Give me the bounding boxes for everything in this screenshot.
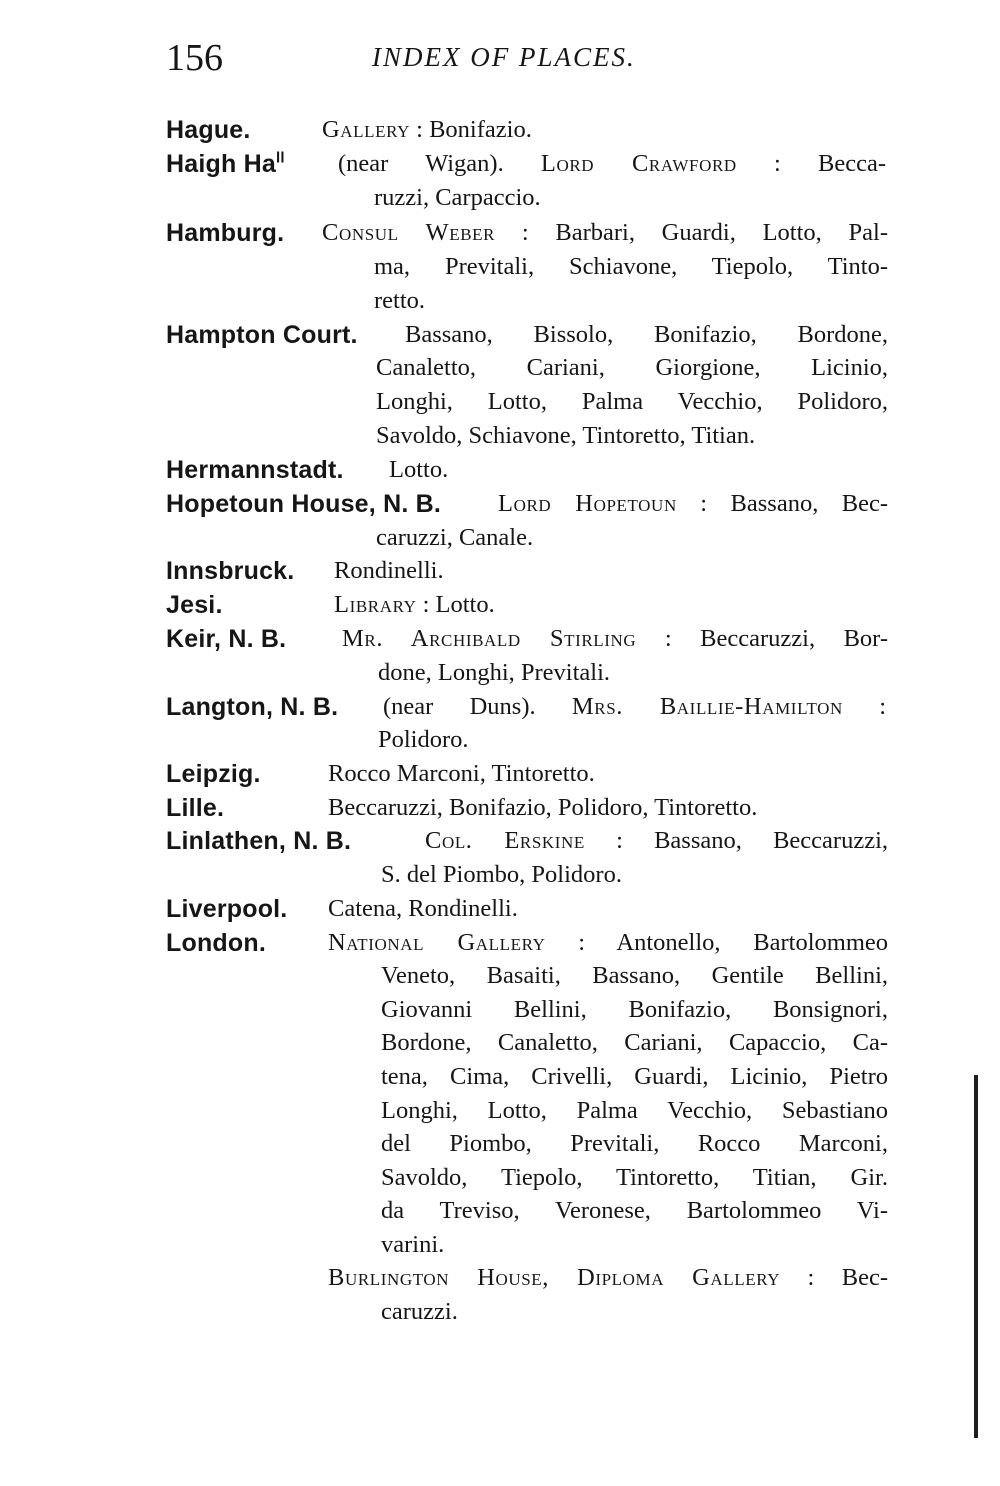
owner: Col. Erskine [425, 827, 585, 854]
place-name: Lille. [166, 794, 225, 822]
place-name: Leipzig. [166, 760, 261, 788]
index-entry-lille [166, 790, 224, 826]
entry-continuation: del Piombo, Previtali, Rocco Marconi, [381, 1130, 888, 1157]
place-name: Liverpool. [166, 895, 288, 923]
owner: Mr. Archibald Stirling [342, 625, 637, 652]
entry-text: Mr. Archibald Stirling : Beccaruzzi, Bor- [342, 625, 888, 652]
place-name: Langton, N. B. [166, 693, 339, 721]
entry-continuation: da Treviso, Veronese, Bartolommeo Vi- [381, 1197, 888, 1224]
running-head: INDEX OF PLACES. [372, 42, 636, 72]
place-name: Hamburg. [166, 219, 285, 247]
works: Bec- [841, 1264, 888, 1291]
index-entry-keir [166, 621, 286, 657]
entry-continuation: Canaletto, Cariani, Giorgione, Licinio, [376, 354, 888, 381]
entry-continuation: S. del Piombo, Polidoro. [381, 861, 622, 888]
owner: Lord Hopetoun [498, 490, 677, 517]
entry-text: Bassano, Bissolo, Bonifazio, Bordone, [405, 321, 888, 348]
place-name: Hampton Court. [166, 321, 358, 349]
index-entry-hague [166, 112, 251, 148]
owner: Mrs. Baillie-Hamilton [571, 693, 843, 720]
owner: Library [334, 591, 417, 618]
entry-text: Beccaruzzi, Bonifazio, Polidoro, Tintoretto. [328, 794, 758, 821]
index-entry-london [166, 925, 266, 961]
entry-text: Consul Weber : Barbari, Guardi, Lotto, Pal- [322, 219, 888, 246]
works: Bassano, Beccaruzzi, [654, 827, 889, 854]
page-number: 156 [166, 37, 223, 79]
entry-continuation: Polidoro. [378, 726, 469, 753]
entry-continuation: caruzzi, Canale. [376, 524, 534, 551]
index-entry-innsbruck [166, 553, 294, 589]
place-name: Hague. [166, 116, 251, 144]
place-name: Haigh $Ha^{ll}$ [166, 149, 285, 178]
entry-continuation: ruzzi, Carpaccio. [374, 184, 541, 211]
works: Becca- [818, 150, 887, 177]
place-name: Hermannstadt. [166, 456, 344, 484]
entry-text: National Gallery : Antonello, Bartolommeo [328, 929, 888, 956]
works: Bassano, Bec- [730, 490, 889, 517]
index-entry-langton [166, 689, 338, 725]
sub-entry-burlington-house: Burlington House, Diploma Gallery : Bec- [328, 1264, 888, 1291]
index-entry-liverpool [166, 891, 287, 927]
works: Bonifazio. [429, 116, 532, 143]
index-entry-leipzig [166, 756, 261, 792]
entry-continuation: tena, Cima, Crivelli, Guardi, Licinio, Pietro [381, 1063, 888, 1090]
entry-continuation: Savoldo, Schiavone, Tintoretto, Titian. [376, 422, 756, 449]
place-name: Jesi. [166, 591, 223, 619]
place-note: (near Duns). [383, 693, 536, 720]
entry-continuation: ma, Previtali, Schiavone, Tiepolo, Tinto- [374, 253, 888, 280]
index-entry-hampton-court [166, 317, 358, 353]
works: Beccaruzzi, Bor- [700, 625, 888, 652]
entry-text: Gallery : Bonifazio. [322, 116, 532, 143]
entry-text: Library : Lotto. [334, 591, 495, 618]
owner: Burlington House, Diploma Gallery [328, 1264, 781, 1291]
place-name: Keir, N. B. [166, 625, 287, 653]
entry-text: Lotto. [389, 456, 449, 483]
owner: Gallery [322, 116, 411, 143]
entry-continuation: retto. [374, 287, 426, 314]
entry-text: Rondinelli. [334, 557, 444, 584]
index-entry-jesi [166, 587, 223, 623]
place-name: Hopetoun House, N. B. [166, 490, 442, 518]
entry-text: Col. Erskine : Bassano, Beccaruzzi, [425, 827, 889, 854]
entry-continuation: Longhi, Lotto, Palma Vecchio, Sebastiano [381, 1097, 888, 1124]
owner: Lord Crawford [540, 150, 737, 177]
entry-continuation: Veneto, Basaiti, Bassano, Gentile Bellini, [381, 962, 888, 989]
entry-continuation: done, Longhi, Previtali. [378, 659, 611, 686]
index-entry-hopetoun-house [166, 486, 441, 522]
entry-text: Rocco Marconi, Tintoretto. [328, 760, 595, 787]
owner: National Gallery [328, 929, 546, 956]
entry-text: Catena, Rondinelli. [328, 895, 518, 922]
entry-text: (near Wigan). Lord Crawford : Becca- [338, 150, 887, 177]
entry-continuation: Longhi, Lotto, Palma Vecchio, Polidoro, [376, 388, 888, 415]
place-note: (near Wigan). [338, 150, 504, 177]
index-entry-linlathen [166, 823, 351, 859]
works: Barbari, Guardi, Lotto, Pal- [555, 219, 888, 246]
entry-continuation: caruzzi. [381, 1298, 458, 1325]
index-entry-haigh-hall [166, 146, 285, 182]
works: Lotto. [435, 591, 495, 618]
place-name: Innsbruck. [166, 557, 295, 585]
entry-text: (near Duns). Mrs. Baillie-Hamilton : [383, 693, 887, 720]
entry-text: Lord Hopetoun : Bassano, Bec- [498, 490, 889, 517]
owner: Consul Weber [322, 219, 496, 246]
entry-continuation: Bordone, Canaletto, Cariani, Capaccio, Ca- [381, 1029, 888, 1056]
entry-continuation: varini. [381, 1231, 445, 1258]
entry-continuation: Savoldo, Tiepolo, Tintoretto, Titian, Gir. [381, 1164, 888, 1191]
place-name: London. [166, 929, 266, 957]
index-entry-hermannstadt [166, 452, 344, 488]
index-entry-hamburg [166, 215, 284, 251]
place-name: Linlathen, N. B. [166, 827, 352, 855]
works: Antonello, Bartolommeo [616, 929, 888, 956]
entry-continuation: Giovanni Bellini, Bonifazio, Bonsignori, [381, 996, 888, 1023]
scan-edge-rule [974, 1075, 978, 1438]
